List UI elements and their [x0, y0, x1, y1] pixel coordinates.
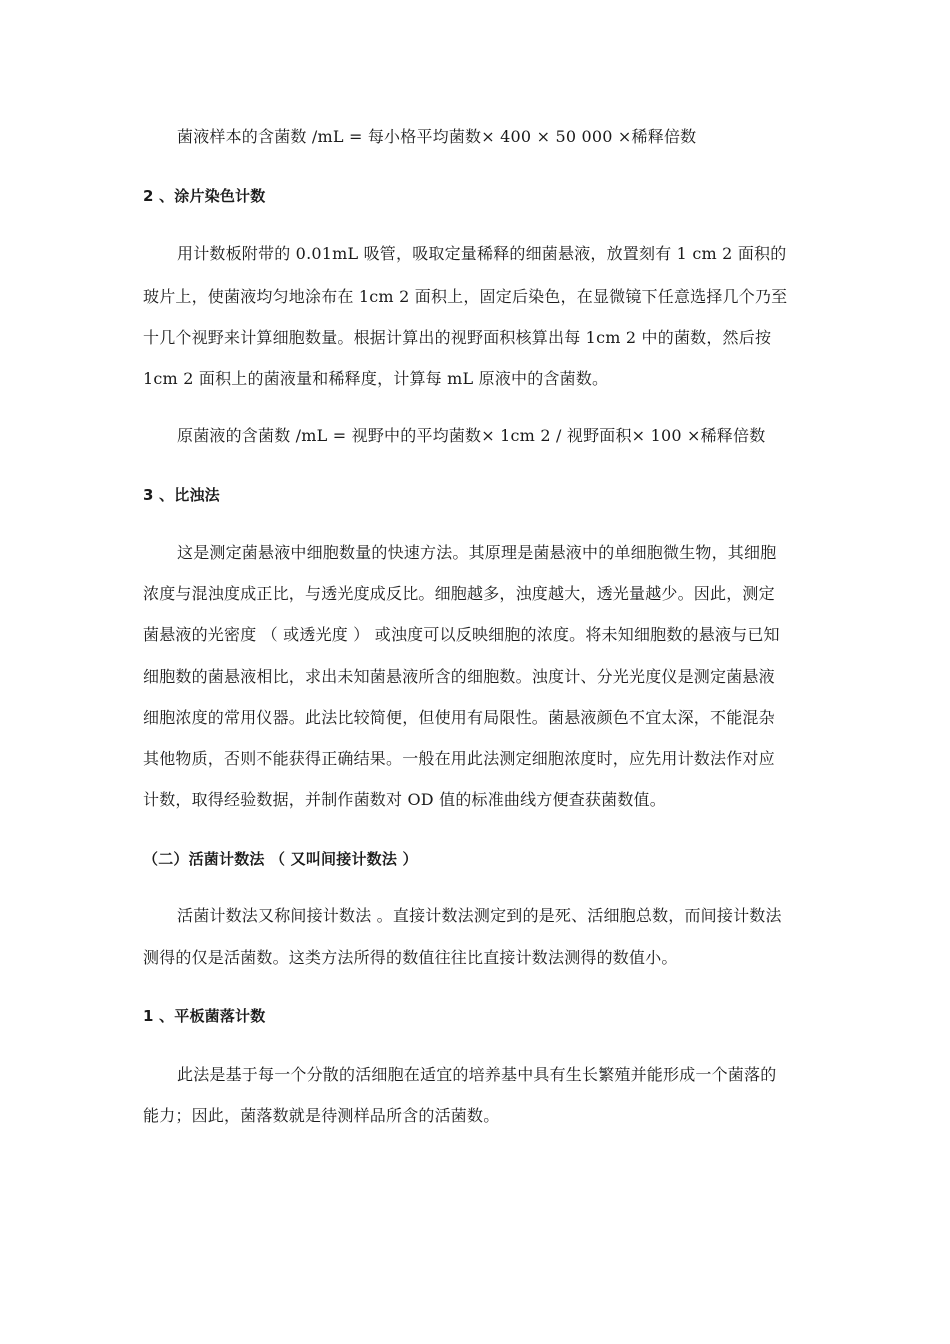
- formula-original-bacteria-count: 原菌液的含菌数 /mL = 视野中的平均菌数× 1cm 2 / 视野面积× 100 ×稀释倍数: [177, 426, 766, 445]
- paragraph-line: 细胞数的菌悬液相比，求出未知菌悬液所含的细胞数。浊度计、分光光度仪是测定菌悬液: [143, 667, 775, 686]
- paragraph-line: 细胞浓度的常用仪器。此法比较简便，但使用有局限性。菌悬液颜色不宜太深，不能混杂: [143, 708, 775, 727]
- section-heading-smear-staining: 2 、涂片染色计数: [143, 187, 266, 205]
- paragraph-line: 十几个视野来计算细胞数量。根据计算出的视野面积核算出每 1cm 2 中的菌数，然后按: [143, 328, 772, 347]
- paragraph-line: 计数，取得经验数据，并制作菌数对 OD 值的标准曲线方便查获菌数值。: [143, 790, 666, 809]
- paragraph-line: 浓度与混浊度成正比，与透光度成反比。细胞越多，浊度越大，透光量越少。因此，测定: [143, 584, 775, 603]
- paragraph-line: 菌悬液的光密度 （ 或透光度 ） 或浊度可以反映细胞的浓度。将未知细胞数的悬液与已知: [143, 625, 780, 644]
- paragraph-line: 玻片上，使菌液均匀地涂布在 1cm 2 面积上，固定后染色，在显微镜下任意选择几个乃至: [143, 287, 788, 306]
- section-heading-turbidimetry: 3 、比浊法: [143, 486, 220, 504]
- paragraph-line: 1cm 2 面积上的菌液量和稀释度，计算每 mL 原液中的含菌数。: [143, 369, 609, 388]
- section-heading-plate-colony-count: 1 、平板菌落计数: [143, 1007, 266, 1025]
- formula-bacteria-count-per-ml: 菌液样本的含菌数 /mL = 每小格平均菌数× 400 × 50 000 ×稀释倍数: [177, 127, 697, 146]
- paragraph-line: 活菌计数法又称间接计数法 。直接计数法测定到的是死、活细胞总数，而间接计数法: [177, 906, 782, 925]
- paragraph-line: 其他物质，否则不能获得正确结果。一般在用此法测定细胞浓度时，应先用计数法作对应: [143, 749, 775, 768]
- paragraph-line: 用计数板附带的 0.01mL 吸管，吸取定量稀释的细菌悬液，放置刻有 1 cm 2 面积的: [177, 244, 787, 263]
- paragraph-line: 测得的仅是活菌数。这类方法所得的数值往往比直接计数法测得的数值小。: [143, 948, 678, 967]
- paragraph-line: 这是测定菌悬液中细胞数量的快速方法。其原理是菌悬液中的单细胞微生物，其细胞: [177, 543, 777, 562]
- part-heading-viable-count: （二）活菌计数法 （ 又叫间接计数法 ）: [143, 850, 418, 868]
- paragraph-line: 此法是基于每一个分散的活细胞在适宜的培养基中具有生长繁殖并能形成一个菌落的: [177, 1065, 777, 1084]
- paragraph-line: 能力；因此，菌落数就是待测样品所含的活菌数。: [143, 1106, 500, 1125]
